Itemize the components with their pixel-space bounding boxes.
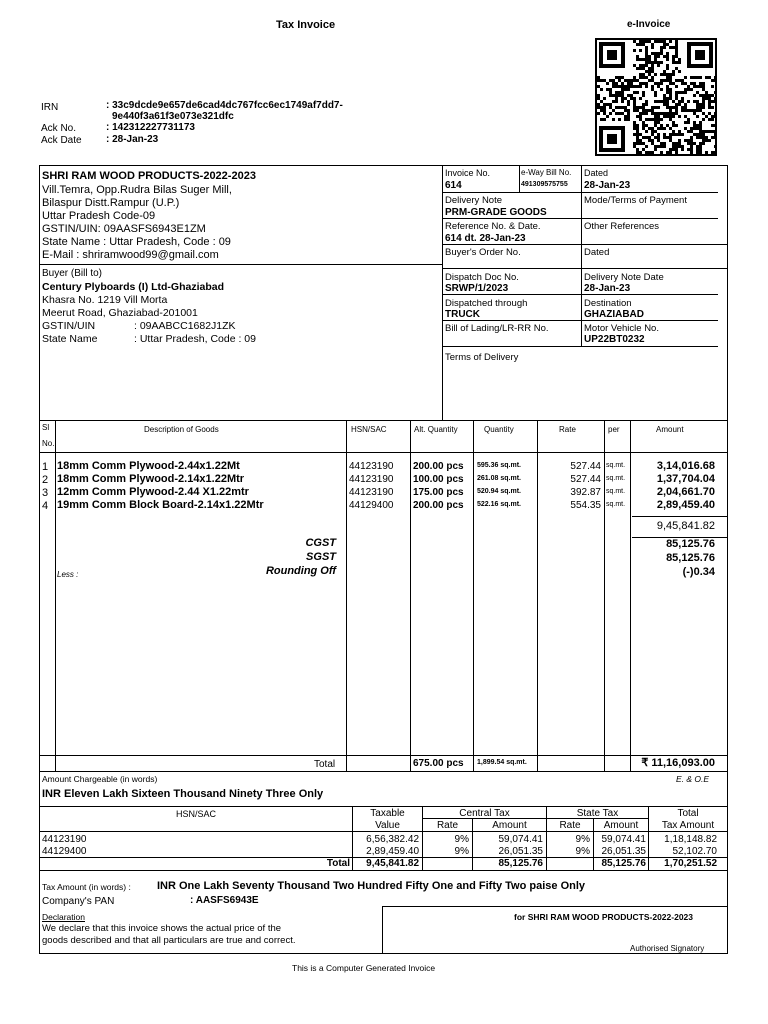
grand-total: ₹ 11,16,093.00 bbox=[641, 757, 715, 769]
buyer-state: : Uttar Pradesh, Code : 09 bbox=[134, 333, 256, 345]
sgst-label: SGST bbox=[306, 551, 336, 563]
tax-total-total: 1,70,251.52 bbox=[664, 858, 717, 869]
motor-vehicle-label: Motor Vehicle No. bbox=[584, 323, 659, 334]
item-sl: 3 bbox=[42, 487, 49, 499]
ack-no-label: Ack No. bbox=[41, 123, 77, 134]
irn-label: IRN bbox=[41, 102, 59, 113]
irn-value: : 33c9dcde9e657de6cad4dc767fcc6ec1749af7dd7- bbox=[106, 100, 343, 111]
ack-date-label: Ack Date bbox=[41, 135, 82, 146]
tax-total-label: Total bbox=[326, 858, 350, 869]
authorised-signatory: Authorised Signatory bbox=[630, 944, 705, 953]
item-alt-qty: 100.00 pcs bbox=[413, 474, 464, 485]
buyer-name: Century Plyboards (I) Ltd-Ghaziabad bbox=[42, 281, 225, 293]
col-sl-no: No. bbox=[42, 439, 55, 448]
tax-row-hsn: 44123190 bbox=[42, 834, 87, 845]
tax-col-central-amount: Amount bbox=[492, 820, 527, 831]
tax-col-total: Total bbox=[677, 808, 699, 819]
subtotal: 9,45,841.82 bbox=[656, 520, 715, 532]
rounding-off-amount: (-)0.34 bbox=[682, 566, 715, 578]
tax-words-label: Tax Amount (in words) : bbox=[42, 882, 131, 892]
page-title: Tax Invoice bbox=[276, 19, 336, 31]
tax-total-taxable: 9,45,841.82 bbox=[366, 858, 419, 869]
tax-total-state: 85,125.76 bbox=[601, 858, 646, 869]
item-rate: 554.35 bbox=[570, 500, 601, 511]
buyer-gstin: : 09AABCC1682J1ZK bbox=[134, 320, 236, 332]
col-description: Description of Goods bbox=[144, 425, 219, 434]
seller-address-1: Vill.Temra, Opp.Rudra Bilas Suger Mill, bbox=[42, 184, 232, 196]
item-hsn: 44123190 bbox=[349, 474, 394, 485]
item-sl: 2 bbox=[42, 474, 49, 486]
seller-address-3: Uttar Pradesh Code-09 bbox=[42, 210, 156, 222]
item-qty: 261.08 sq.mt. bbox=[477, 475, 521, 482]
buyer-address-1: Khasra No. 1219 Vill Morta bbox=[42, 294, 168, 306]
delivery-note-date: 28-Jan-23 bbox=[584, 283, 631, 294]
bill-of-lading-label: Bill of Lading/LR-RR No. bbox=[445, 323, 549, 334]
destination: GHAZIABAD bbox=[584, 309, 644, 320]
item-rate: 527.44 bbox=[570, 461, 601, 472]
item-qty: 522.16 sq.mt. bbox=[477, 501, 521, 508]
item-amount: 1,37,704.04 bbox=[656, 473, 715, 485]
amount-words-label: Amount Chargeable (in words) bbox=[42, 774, 158, 784]
buyer-state-label: State Name bbox=[42, 333, 98, 345]
reference-label: Reference No. & Date. bbox=[445, 221, 541, 232]
irn-value-cont: 9e440f3a61f3e073e321dfc bbox=[112, 111, 234, 122]
pan-label: Company's PAN bbox=[42, 896, 115, 907]
tax-total-central: 85,125.76 bbox=[498, 858, 543, 869]
item-per: sq.mt. bbox=[606, 462, 626, 469]
tax-words: INR One Lakh Seventy Thousand Two Hundred Fifty One and Fifty Two paise Only bbox=[157, 880, 586, 892]
invoice-date: 28-Jan-23 bbox=[584, 180, 631, 191]
pan-value: : AASFS6943E bbox=[190, 895, 259, 906]
dispatch-doc: SRWP/1/2023 bbox=[445, 283, 509, 294]
destination-label: Destination bbox=[584, 298, 632, 309]
item-amount: 2,89,459.40 bbox=[656, 499, 715, 511]
invoice-no: 614 bbox=[445, 180, 462, 191]
item-description: 19mm Comm Block Board-2.14x1.22Mtr bbox=[57, 499, 264, 511]
tax-col-central: Central Tax bbox=[459, 808, 510, 819]
item-alt-qty: 200.00 pcs bbox=[413, 500, 464, 511]
buyer-gstin-label: GSTIN/UIN bbox=[42, 320, 96, 332]
col-sl: Sl bbox=[42, 423, 50, 432]
tax-col-state-amount: Amount bbox=[603, 820, 639, 831]
col-amount: Amount bbox=[656, 425, 684, 434]
item-per: sq.mt. bbox=[606, 501, 626, 508]
tax-row-total: 52,102.70 bbox=[672, 846, 717, 857]
mode-terms-label: Mode/Terms of Payment bbox=[584, 195, 687, 206]
other-references-label: Other References bbox=[584, 221, 659, 232]
item-description: 12mm Comm Plywood-2.44 X1.22mtr bbox=[57, 486, 249, 498]
terms-of-delivery-label: Terms of Delivery bbox=[445, 352, 519, 363]
col-alt-quantity: Alt. Quantity bbox=[414, 425, 458, 434]
tax-row-taxable: 2,89,459.40 bbox=[366, 846, 419, 857]
item-rate: 527.44 bbox=[570, 474, 601, 485]
dispatch-doc-label: Dispatch Doc No. bbox=[445, 272, 519, 283]
cgst-label: CGST bbox=[305, 537, 336, 549]
total-label: Total bbox=[314, 759, 336, 770]
for-company: for SHRI RAM WOOD PRODUCTS-2022-2023 bbox=[514, 912, 694, 922]
computer-generated-note: This is a Computer Generated Invoice bbox=[292, 963, 436, 973]
declaration-line-2: goods described and that all particulars are true and correct. bbox=[42, 935, 296, 946]
eway-label: e-Way Bill No. bbox=[521, 168, 572, 177]
tax-row-central-amount: 26,051.35 bbox=[498, 846, 543, 857]
item-rate: 392.87 bbox=[570, 487, 601, 498]
tax-row-central-rate: 9% bbox=[454, 846, 469, 857]
tax-col-state-rate: Rate bbox=[559, 820, 581, 831]
qr-code bbox=[595, 38, 717, 156]
tax-row-state-amount: 26,051.35 bbox=[601, 846, 646, 857]
item-alt-qty: 200.00 pcs bbox=[413, 461, 464, 472]
buyer-label: Buyer (Bill to) bbox=[42, 268, 103, 279]
rounding-off-label: Rounding Off bbox=[265, 565, 336, 577]
total-alt-qty: 675.00 pcs bbox=[413, 758, 464, 769]
item-sl: 4 bbox=[42, 500, 49, 512]
eoe-label: E. & O.E bbox=[676, 774, 710, 784]
cgst-amount: 85,125.76 bbox=[666, 538, 715, 550]
tax-row-central-amount: 59,074.41 bbox=[498, 834, 543, 845]
seller-state: State Name : Uttar Pradesh, Code : 09 bbox=[42, 236, 231, 248]
reference-value: 614 dt. 28-Jan-23 bbox=[445, 233, 526, 244]
item-per: sq.mt. bbox=[606, 488, 626, 495]
delivery-note-label: Delivery Note bbox=[445, 195, 503, 206]
tax-col-central-rate: Rate bbox=[436, 820, 459, 831]
item-alt-qty: 175.00 pcs bbox=[413, 487, 464, 498]
tax-col-hsn: HSN/SAC bbox=[175, 809, 216, 819]
item-per: sq.mt. bbox=[606, 475, 626, 482]
buyer-address-2: Meerut Road, Ghaziabad-201001 bbox=[42, 307, 198, 319]
declaration-label: Declaration bbox=[42, 912, 85, 922]
buyers-order-dated-label: Dated bbox=[584, 247, 610, 258]
tax-row-hsn: 44129400 bbox=[42, 846, 87, 857]
item-qty: 520.94 sq.mt. bbox=[477, 488, 521, 495]
seller-address-2: Bilaspur Distt.Rampur (U.P.) bbox=[42, 197, 180, 209]
dispatched-through: TRUCK bbox=[445, 309, 480, 320]
col-quantity: Quantity bbox=[484, 425, 514, 434]
item-hsn: 44123190 bbox=[349, 487, 394, 498]
tax-col-state: State Tax bbox=[576, 808, 619, 819]
item-description: 18mm Comm Plywood-2.44x1.22Mt bbox=[57, 460, 240, 472]
item-amount: 2,04,661.70 bbox=[656, 486, 715, 498]
sgst-amount: 85,125.76 bbox=[666, 552, 715, 564]
tax-row-state-amount: 59,074.41 bbox=[601, 834, 646, 845]
delivery-note-date-label: Delivery Note Date bbox=[584, 272, 664, 283]
less-label: Less : bbox=[57, 570, 79, 579]
motor-vehicle: UP22BT0232 bbox=[584, 334, 645, 345]
dated-label: Dated bbox=[584, 168, 609, 178]
tax-row-state-rate: 9% bbox=[575, 846, 590, 857]
tax-col-taxable: Taxable bbox=[370, 808, 405, 819]
ack-no-value: : 142312227731173 bbox=[106, 122, 195, 133]
tax-row-total: 1,18,148.82 bbox=[664, 834, 717, 845]
tax-row-state-rate: 9% bbox=[575, 834, 590, 845]
col-hsn: HSN/SAC bbox=[351, 425, 387, 434]
item-amount: 3,14,016.68 bbox=[656, 460, 715, 472]
delivery-note: PRM-GRADE GOODS bbox=[445, 207, 547, 218]
seller-gstin: GSTIN/UIN: 09AASFS6943E1ZM bbox=[42, 223, 206, 235]
seller-email: E-Mail : shriramwood99@gmail.com bbox=[42, 249, 219, 261]
tax-col-value: Value bbox=[375, 820, 400, 831]
eway-no: 491309575755 bbox=[521, 181, 568, 188]
col-rate: Rate bbox=[559, 425, 576, 434]
item-hsn: 44129400 bbox=[349, 500, 394, 511]
item-sl: 1 bbox=[42, 461, 49, 473]
total-qty: 1,899.54 sq.mt. bbox=[477, 759, 527, 766]
amount-words: INR Eleven Lakh Sixteen Thousand Ninety Three Only bbox=[42, 788, 324, 800]
einvoice-label: e-Invoice bbox=[627, 19, 671, 30]
item-description: 18mm Comm Plywood-2.14x1.22Mtr bbox=[57, 473, 245, 485]
tax-row-central-rate: 9% bbox=[454, 834, 469, 845]
ack-date-value: : 28-Jan-23 bbox=[106, 134, 159, 145]
invoice-no-label: Invoice No. bbox=[445, 168, 491, 178]
item-qty: 595.36 sq.mt. bbox=[477, 462, 521, 469]
seller-name: SHRI RAM WOOD PRODUCTS-2022-2023 bbox=[42, 170, 256, 182]
buyers-order-label: Buyer's Order No. bbox=[445, 247, 521, 258]
tax-row-taxable: 6,56,382.42 bbox=[366, 834, 419, 845]
tax-col-total-amount: Tax Amount bbox=[661, 820, 715, 831]
item-hsn: 44123190 bbox=[349, 461, 394, 472]
dispatched-through-label: Dispatched through bbox=[445, 298, 528, 309]
col-per: per bbox=[608, 425, 620, 434]
declaration-line-1: We declare that this invoice shows the actual price of the bbox=[42, 923, 282, 934]
